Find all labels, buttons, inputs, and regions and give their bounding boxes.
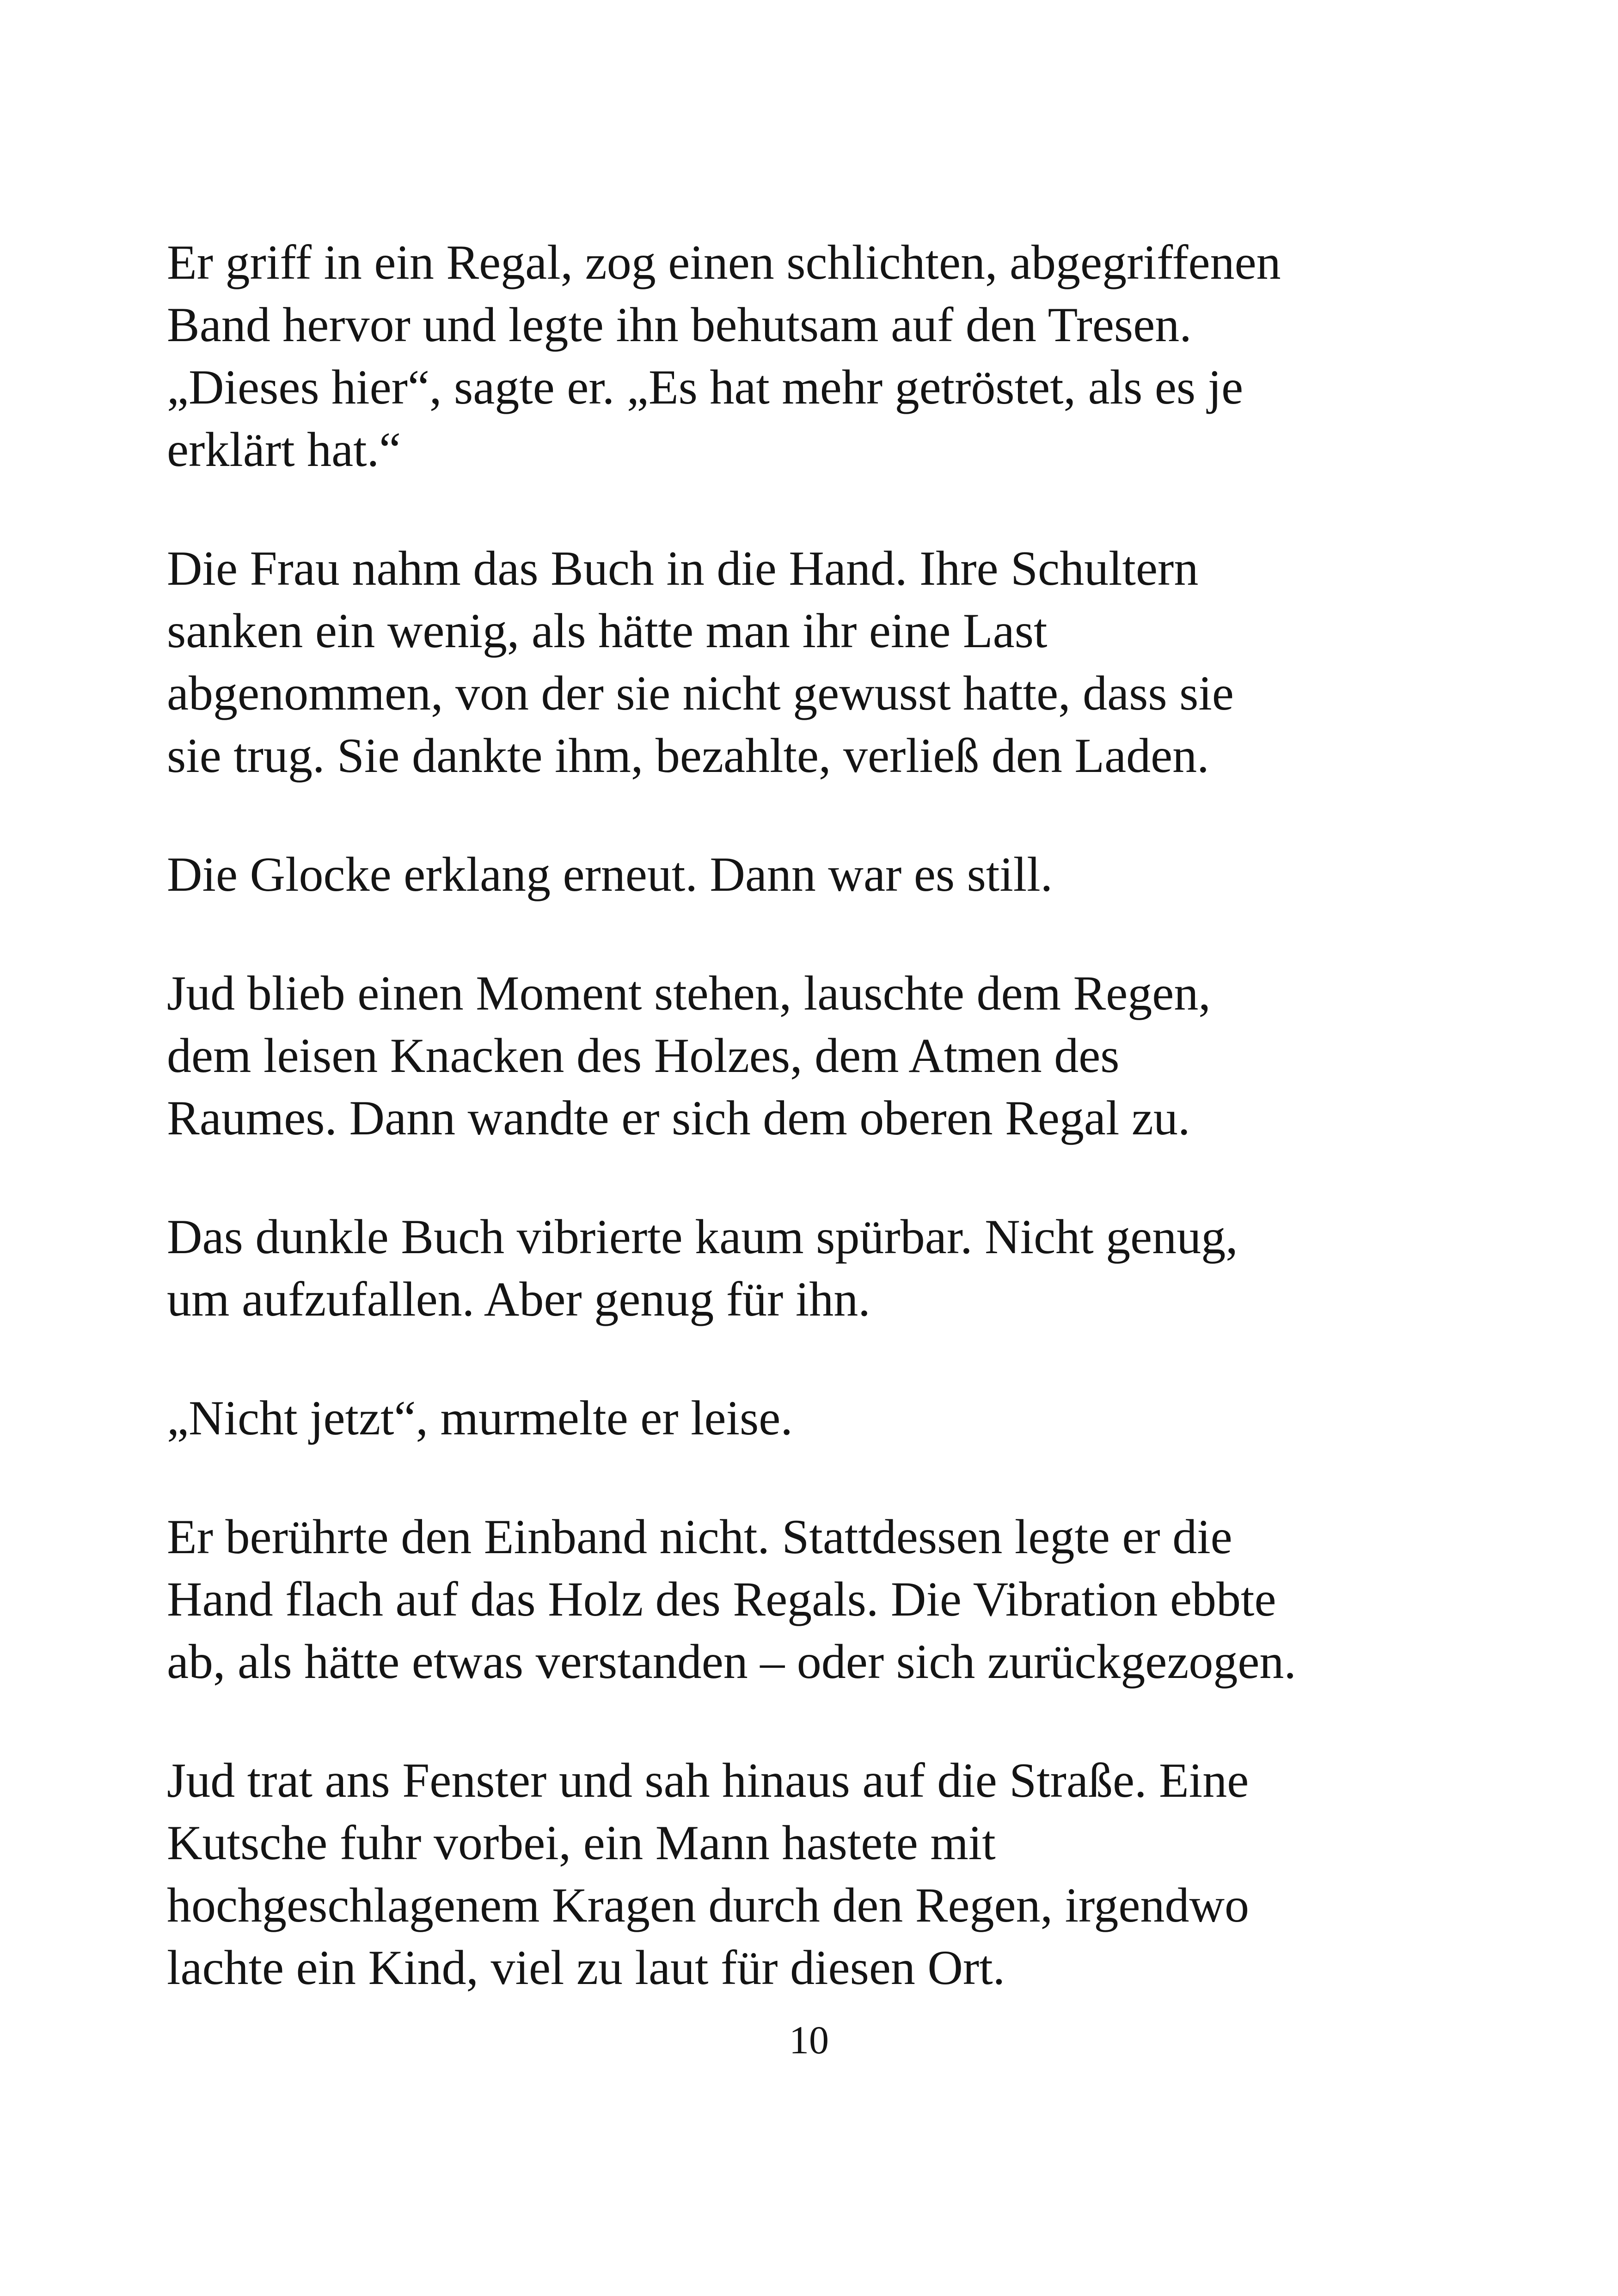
text-line: dem leisen Knacken des Holzes, dem Atmen des: [167, 1029, 1120, 1083]
text-line: Die Glocke erklang erneut. Dann war es still.: [167, 847, 1053, 901]
paragraph-7: [167, 1506, 1415, 1693]
text-line: lachte ein Kind, viel zu laut für diesen Ort.: [167, 1941, 1005, 1995]
paragraph-5: [167, 1206, 1415, 1330]
paragraph-8: [167, 1749, 1415, 1999]
text-line: hochgeschlagenem Kragen durch den Regen, irgendwo: [167, 1878, 1250, 1932]
paragraph-2: [167, 537, 1415, 787]
text-line: ab, als hätte etwas verstanden – oder sich zurückgezogen.: [167, 1635, 1296, 1689]
text-line: Jud blieb einen Moment stehen, lauschte dem Regen,: [167, 966, 1211, 1020]
text-line: Das dunkle Buch vibrierte kaum spürbar. Nicht genug,: [167, 1210, 1238, 1264]
paragraph-4: [167, 962, 1415, 1149]
text-line: Er berührte den Einband nicht. Stattdessen legte er die: [167, 1510, 1232, 1564]
text-line: Er griff in ein Regal, zog einen schlichten, abgegriffenen: [167, 235, 1281, 289]
text-line: Jud trat ans Fenster und sah hinaus auf die Straße. Eine: [167, 1753, 1249, 1807]
text-line: sie trug. Sie dankte ihm, bezahlte, verließ den Laden.: [167, 729, 1209, 783]
text-line: Band hervor und legte ihn behutsam auf den Tresen.: [167, 298, 1192, 352]
body-text: [167, 231, 1415, 2055]
text-line: Raumes. Dann wandte er sich dem oberen Regal zu.: [167, 1091, 1190, 1145]
paragraph-1: [167, 231, 1415, 481]
text-line: abgenommen, von der sie nicht gewusst hatte, dass sie: [167, 666, 1234, 720]
text-line: sanken ein wenig, als hätte man ihr eine Last: [167, 604, 1048, 658]
text-line: Hand flach auf das Holz des Regals. Die Vibration ebbte: [167, 1572, 1276, 1626]
text-line: um aufzufallen. Aber genug für ihn.: [167, 1272, 870, 1326]
text-line: Die Frau nahm das Buch in die Hand. Ihre Schultern: [167, 541, 1199, 595]
text-line: „Nicht jetzt“, murmelte er leise.: [167, 1391, 793, 1445]
paragraph-6: [167, 1387, 1415, 1449]
page-number: 10: [789, 2018, 829, 2062]
text-line: erklärt hat.“: [167, 422, 401, 477]
paragraph-3: [167, 843, 1415, 906]
text-line: Kutsche fuhr vorbei, ein Mann hastete mit: [167, 1816, 996, 1870]
text-line: „Dieses hier“, sagte er. „Es hat mehr getröstet, als es je: [167, 360, 1244, 414]
